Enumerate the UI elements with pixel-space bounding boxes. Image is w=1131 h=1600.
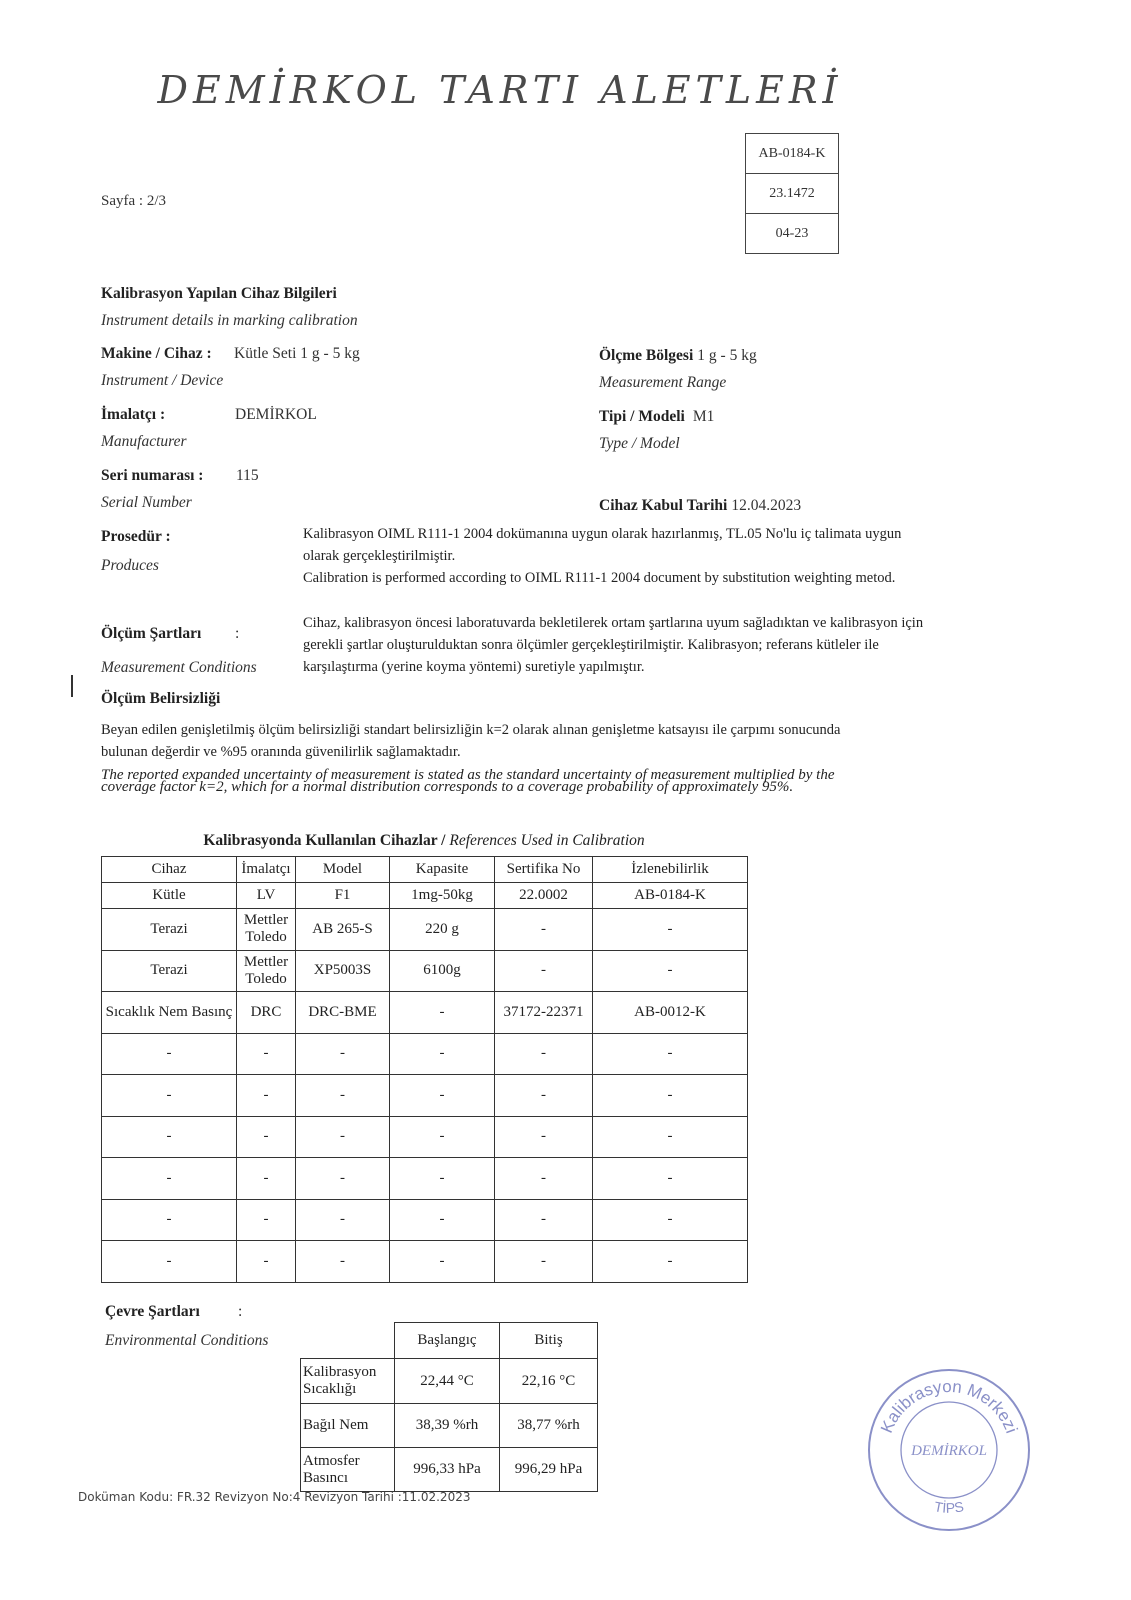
references-cell: - [390, 1199, 495, 1241]
references-cell: - [102, 1075, 237, 1117]
references-cell: Mettler Toledo [237, 950, 296, 992]
conditions-line-2: gerekli şartlar oluşturulduktan sonra ölçümler gerçekleştirilmiştir. Kalibrasyon; referans kütleler ile [303, 637, 879, 653]
environment-label: Çevre Şartları [105, 1303, 200, 1320]
accept-date-label: Cihaz Kabul Tarihi [599, 497, 728, 514]
conditions-line-1: Cihaz, kalibrasyon öncesi laboratuvarda bekletilerek ortam şartlarına uyum sağladıktan ve kalibrasyon için [303, 615, 924, 631]
machine-label: Makine / Cihaz : [101, 345, 212, 362]
references-row [102, 1199, 748, 1241]
references-cell: 6100g [390, 950, 495, 992]
references-row [102, 1158, 748, 1200]
references-cell: - [296, 1033, 390, 1075]
procedure-text-tr-2: olarak gerçekleştirilmiştir. [303, 548, 456, 564]
serial-label: Seri numarası : [101, 467, 204, 484]
manufacturer-label-en: Manufacturer [101, 433, 187, 450]
references-row [102, 1116, 748, 1158]
manufacturer-label: İmalatçı : [101, 406, 166, 423]
references-cell: - [495, 950, 593, 992]
environment-row-start: 996,33 hPa [395, 1448, 500, 1492]
section-title-en: Instrument details in marking calibration [101, 312, 358, 329]
references-cell: F1 [296, 883, 390, 909]
references-cell: - [495, 1158, 593, 1200]
type-label: Tipi / Modeli [599, 408, 685, 425]
procedure-text [303, 523, 901, 589]
references-cell: - [593, 1199, 748, 1241]
references-cell: Terazi [102, 950, 237, 992]
references-cell: - [237, 1075, 296, 1117]
references-cell: - [495, 1241, 593, 1283]
references-cell: - [296, 1241, 390, 1283]
references-row [102, 992, 748, 1034]
conditions-label: Ölçüm Şartları [101, 625, 202, 642]
references-caption-en: References Used in Calibration [449, 832, 645, 849]
margin-mark [71, 675, 73, 697]
references-cell: - [102, 1158, 237, 1200]
references-cell: - [296, 1199, 390, 1241]
references-cell: - [296, 1075, 390, 1117]
environment-row-start: 22,44 °C [395, 1359, 500, 1404]
references-cell: - [495, 1116, 593, 1158]
type-label-en: Type / Model [599, 435, 680, 452]
references-cell: - [593, 1241, 748, 1283]
ref-code-1: AB-0184-K [758, 146, 826, 161]
references-column-header: Kapasite [390, 857, 495, 883]
references-cell: - [390, 1075, 495, 1117]
references-cell: - [593, 1116, 748, 1158]
environment-row-label: Bağıl Nem [301, 1404, 395, 1448]
type-value: M1 [692, 408, 715, 425]
accept-date-row [599, 497, 801, 515]
environment-label-en: Environmental Conditions [105, 1332, 269, 1349]
references-column-header: İmalatçı [237, 857, 296, 883]
uncertainty-title: Ölçüm Belirsizliği [101, 690, 221, 707]
uncertainty-tr-1: Beyan edilen genişletilmiş ölçüm belirsizliği standart belirsizliğin k=2 olarak alınan genişletme katsayısı ile çarpımı sonucunda [101, 722, 841, 738]
environment-row-label: Atmosfer Basıncı [301, 1448, 395, 1492]
environment-col-end: Bitiş [500, 1323, 598, 1359]
company-logo-text: DEMİRKOL TARTI ALETLERİ [157, 68, 843, 112]
references-cell: - [296, 1116, 390, 1158]
references-cell: 220 g [390, 909, 495, 951]
conditions-line-3: karşılaştırma (yerine koyma yöntemi) suretiyle yapılmıştır. [303, 659, 645, 675]
references-cell: - [390, 1116, 495, 1158]
environment-row [301, 1448, 598, 1492]
references-row [102, 883, 748, 909]
references-cell: - [237, 1199, 296, 1241]
references-cell: - [593, 1033, 748, 1075]
references-cell: - [102, 1033, 237, 1075]
reference-code-box [745, 133, 839, 254]
range-value: 1 g - 5 kg [697, 347, 757, 364]
references-cell: - [495, 1033, 593, 1075]
page-number: Sayfa : 2/3 [101, 193, 166, 209]
references-row [102, 1241, 748, 1283]
procedure-label: Prosedür : [101, 528, 171, 545]
references-cell: - [495, 909, 593, 951]
references-row [102, 950, 748, 992]
references-column-header: Sertifika No [495, 857, 593, 883]
references-header-row [102, 857, 748, 883]
references-table [101, 856, 748, 1283]
environment-blank-cell [301, 1323, 395, 1359]
references-cell: - [495, 1199, 593, 1241]
references-cell: Mettler Toledo [237, 909, 296, 951]
references-cell: - [390, 1158, 495, 1200]
environment-table [300, 1322, 598, 1492]
uncertainty-text-en [101, 767, 981, 803]
environment-row-end: 38,77 %rh [500, 1404, 598, 1448]
machine-label-en: Instrument / Device [101, 372, 224, 389]
references-cell: - [237, 1116, 296, 1158]
serial-label-en: Serial Number [101, 494, 192, 511]
range-label-en: Measurement Range [599, 374, 727, 391]
uncertainty-en-1: The reported expanded uncertainty of measurement is stated as the standard uncertainty of measurement multiplied by the [101, 767, 835, 783]
references-cell: - [593, 909, 748, 951]
references-cell: LV [237, 883, 296, 909]
references-cell: 22.0002 [495, 883, 593, 909]
procedure-label-en: Produces [101, 557, 159, 574]
references-cell: - [390, 1033, 495, 1075]
machine-value: Kütle Seti 1 g - 5 kg [234, 345, 360, 362]
references-cell: Sıcaklık Nem Basınç [102, 992, 237, 1034]
environment-col-start: Başlangıç [395, 1323, 500, 1359]
environment-row-label: Kalibrasyon Sıcaklığı [301, 1359, 395, 1404]
references-cell: - [593, 1158, 748, 1200]
references-cell: - [296, 1158, 390, 1200]
references-caption [101, 832, 747, 850]
references-caption-tr: Kalibrasyonda Kullanılan Cihazlar / [203, 832, 446, 849]
references-cell: - [237, 1158, 296, 1200]
references-column-header: Model [296, 857, 390, 883]
conditions-text [303, 612, 923, 678]
stamp-center-text: DEMİRKOL [911, 1443, 987, 1459]
conditions-label-en: Measurement Conditions [101, 659, 257, 676]
references-cell: - [237, 1033, 296, 1075]
references-cell: 37172-22371 [495, 992, 593, 1034]
references-cell: - [237, 1241, 296, 1283]
references-cell: Kütle [102, 883, 237, 909]
environment-row-end: 22,16 °C [500, 1359, 598, 1404]
references-row [102, 1075, 748, 1117]
serial-value: 115 [236, 467, 259, 484]
references-column-header: Cihaz [102, 857, 237, 883]
environment-colon: : [238, 1303, 243, 1320]
procedure-text-tr-1: Kalibrasyon OIML R111-1 2004 dokümanına uygun olarak hazırlanmış, TL.05 No'lu iç talimata uygun [303, 526, 902, 542]
manufacturer-value: DEMİRKOL [235, 406, 317, 423]
references-cell: 1mg-50kg [390, 883, 495, 909]
conditions-colon: : [235, 625, 240, 642]
references-cell: AB-0012-K [593, 992, 748, 1034]
references-cell: AB 265-S [296, 909, 390, 951]
calibration-stamp [864, 1365, 1034, 1535]
environment-row-start: 38,39 %rh [395, 1404, 500, 1448]
stamp-bottom-text: TİPS [932, 1498, 966, 1516]
ref-code-2: 23.1472 [746, 173, 838, 213]
stamp-top-text: Kalibrasyon Merkezi [876, 1376, 1022, 1436]
references-cell: - [593, 1075, 748, 1117]
ref-code-3: 04-23 [746, 213, 838, 253]
references-cell: - [390, 992, 495, 1034]
uncertainty-tr-2: bulunan değerdir ve %95 oranında güvenilirlik sağlamaktadır. [101, 744, 461, 760]
references-cell: DRC-BME [296, 992, 390, 1034]
references-cell: AB-0184-K [593, 883, 748, 909]
references-column-header: İzlenebilirlik [593, 857, 748, 883]
environment-row [301, 1404, 598, 1448]
references-row [102, 1033, 748, 1075]
references-cell: - [390, 1241, 495, 1283]
type-row [599, 408, 714, 426]
accept-date-value: 12.04.2023 [731, 497, 802, 514]
references-cell: - [102, 1241, 237, 1283]
range-label: Ölçme Bölgesi [599, 347, 694, 364]
references-cell: - [102, 1199, 237, 1241]
section-title: Kalibrasyon Yapılan Cihaz Bilgileri [101, 285, 337, 302]
environment-row-end: 996,29 hPa [500, 1448, 598, 1492]
range-row [599, 347, 757, 365]
references-cell: DRC [237, 992, 296, 1034]
environment-header-row [301, 1323, 598, 1359]
document-footer: Doküman Kodu: FR.32 Revizyon No:4 Revizyon Tarihi :11.02.2023 [78, 1490, 471, 1504]
references-cell: - [102, 1116, 237, 1158]
uncertainty-text-tr [101, 719, 840, 763]
references-row [102, 909, 748, 951]
procedure-text-en: Calibration is performed according to OIML R111-1 2004 document by substitution weighting metod. [303, 570, 896, 586]
references-cell: - [593, 950, 748, 992]
references-cell: - [495, 1075, 593, 1117]
environment-row [301, 1359, 598, 1404]
uncertainty-en-2: coverage factor k=2, which for a normal distribution corresponds to a coverage probability of approximately 95%. [101, 779, 794, 795]
references-cell: XP5003S [296, 950, 390, 992]
references-cell: Terazi [102, 909, 237, 951]
